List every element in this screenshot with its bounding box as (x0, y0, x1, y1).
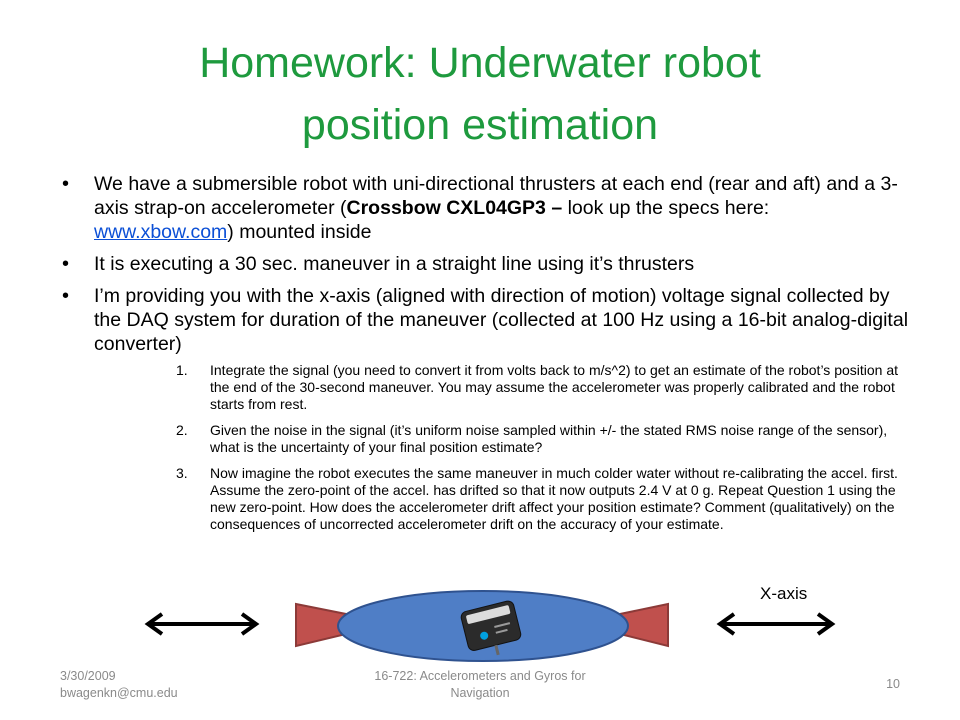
right-double-arrow-icon (720, 614, 832, 634)
left-double-arrow-icon (148, 614, 256, 634)
bullet-bold-text: Crossbow CXL04GP3 – (346, 197, 563, 219)
footer-course-line-2: Navigation (450, 686, 510, 700)
bullet-item (62, 172, 912, 244)
task-item (94, 362, 912, 413)
bullet-item (62, 252, 912, 276)
robot-diagram (0, 570, 960, 680)
footer-course-line-1: 16-722: Accelerometers and Gyros for (374, 669, 586, 683)
bullet-text: I’m providing you with the x-axis (aligned with direction of motion) voltage signal collected by the DAQ system for duration of the maneuver (collected at 100 Hz using a 16-bit analog-digital converter) (94, 285, 909, 355)
page-number: 10 (886, 677, 900, 691)
x-axis-label: X-axis (760, 584, 808, 603)
xbow-link[interactable]: www.xbow.com (94, 221, 228, 243)
footer-center (320, 668, 640, 702)
task-item (94, 465, 912, 533)
bullet-marker: • (62, 253, 70, 275)
slide-title (60, 32, 900, 156)
footer-date: 3/30/2009 (60, 669, 116, 683)
task-text: Integrate the signal (you need to convert it from volts back to m/s^2) to get an estimate of the robot’s position at the end of the 30-second maneuver. You may assume the accelerometer was properly calibrated and the robot starts from rest. (210, 362, 899, 412)
task-item (94, 422, 912, 456)
title-line-1: Homework: Underwater robot (199, 39, 761, 87)
task-text: Given the noise in the signal (it’s uniform noise sampled within +/- the stated RMS noise range of the sensor), what is the uncertainty of your final position estimate? (210, 422, 888, 455)
bullet-marker: • (62, 285, 70, 307)
bullet-item (62, 284, 912, 533)
bullet-text: We have a submersible robot with uni-directional thrusters at each end (rear and aft) and a 3-axis strap-on accelerometer ( (94, 173, 898, 219)
bullet-list (62, 172, 912, 542)
task-number: 1. (176, 362, 188, 378)
task-number: 3. (176, 465, 188, 481)
bullet-text: ) mounted inside (227, 221, 372, 243)
task-text: Now imagine the robot executes the same maneuver in much colder water without re-calibrating the accel. first. Assume the zero-point of the accel. has drifted so that it now outputs 2.4 V at 0 g. Repeat Question 1 using the new zero-point. How does the accelerometer drift affect your position estimate? Comment (qualitatively) on the consequences of uncorrected accelerometer drift on the accuracy of your estimate. (210, 465, 898, 532)
title-line-2: position estimation (301, 101, 659, 149)
footer-email: bwagenkn@cmu.edu (60, 686, 178, 700)
bullet-text: look up the specs here: (562, 197, 770, 219)
bullet-marker: • (62, 173, 70, 195)
task-number: 2. (176, 422, 188, 438)
task-list (94, 362, 912, 533)
footer-left (60, 668, 178, 702)
bullet-text: It is executing a 30 sec. maneuver in a straight line using it’s thrusters (94, 253, 695, 275)
